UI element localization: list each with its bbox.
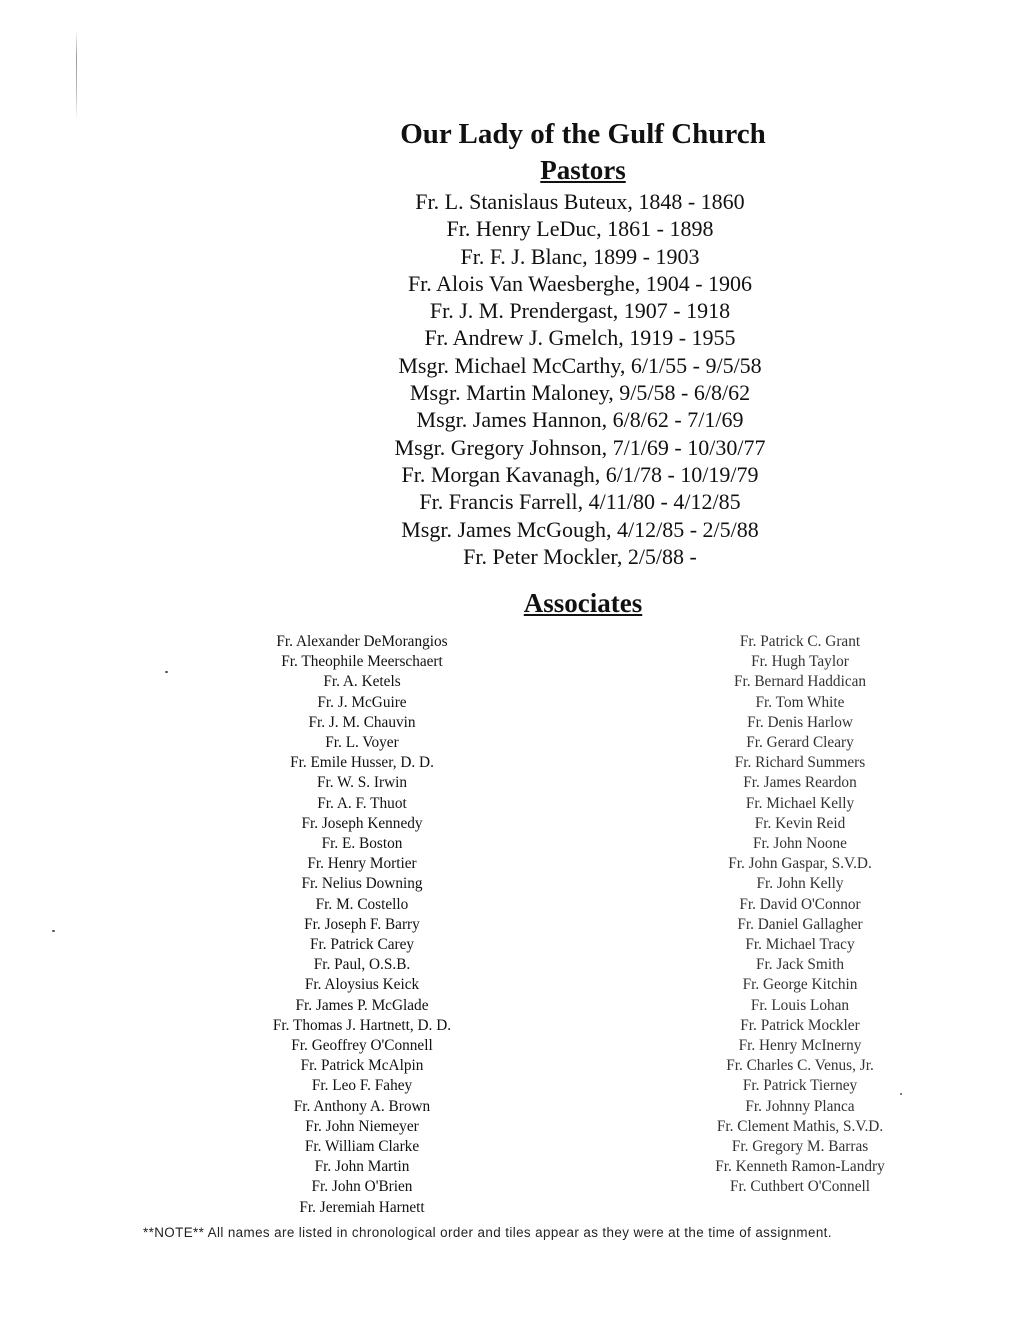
associate-entry: Fr. A. F. Thuot: [317, 794, 407, 812]
associate-entry: Fr. Johnny Planca: [745, 1097, 855, 1115]
associate-entry: Fr. John Martin: [314, 1158, 410, 1176]
associate-entry: Fr. James Reardon: [743, 774, 857, 792]
associate-entry: Fr. John O'Brien: [311, 1178, 413, 1196]
associate-entry: Fr. Patrick Tierney: [742, 1077, 858, 1095]
pastor-entry: Fr. Henry LeDuc, 1861 - 1898: [446, 216, 714, 242]
pastor-entry: Fr. Peter Mockler, 2/5/88 -: [463, 543, 697, 569]
associate-entry: Fr. Patrick McAlpin: [300, 1057, 424, 1075]
associate-entry: Fr. Patrick Carey: [309, 936, 415, 954]
associate-entry: Fr. William Clarke: [304, 1138, 420, 1156]
associate-entry: Fr. Joseph Kennedy: [301, 814, 423, 832]
pastor-entry: Fr. Morgan Kavanagh, 6/1/78 - 10/19/79: [401, 461, 759, 487]
pastor-entry: Msgr. Gregory Johnson, 7/1/69 - 10/30/77: [394, 434, 766, 460]
associate-entry: Fr. Theophile Meerschaert: [281, 653, 443, 671]
pastors-list: [330, 188, 830, 570]
associate-entry: Fr. Jack Smith: [756, 956, 844, 974]
associate-entry: Fr. John Kelly: [756, 875, 844, 893]
associates-heading: Associates: [523, 588, 643, 618]
associates-left-column: [232, 632, 492, 1218]
scan-speck: [165, 671, 168, 673]
associate-entry: Fr. John Noone: [753, 835, 847, 853]
associate-entry: Fr. Thomas J. Hartnett, D. D.: [272, 1016, 452, 1034]
pastor-entry: Msgr. Michael McCarthy, 6/1/55 - 9/5/58: [398, 352, 762, 378]
associate-entry: Fr. George Kitchin: [742, 976, 858, 994]
pastor-entry: Fr. Francis Farrell, 4/11/80 - 4/12/85: [419, 489, 741, 515]
page-title: Our Lady of the Gulf Church: [400, 118, 766, 150]
associate-entry: Fr. Denis Harlow: [747, 713, 853, 731]
associate-entry: Fr. Daniel Gallagher: [737, 915, 863, 933]
associate-entry: Fr. Cuthbert O'Connell: [729, 1178, 870, 1196]
associate-entry: Fr. Charles C. Venus, Jr.: [726, 1057, 874, 1075]
associate-entry: Fr. Nelius Downing: [301, 875, 423, 893]
associate-entry: Fr. Clement Mathis, S.V.D.: [716, 1117, 884, 1135]
associate-entry: Fr. Gregory M. Barras: [731, 1138, 869, 1156]
associate-entry: Fr. J. McGuire: [317, 693, 407, 711]
scan-artifact-line: [76, 30, 77, 120]
associate-entry: Fr. Michael Tracy: [745, 936, 855, 954]
pastor-entry: Fr. Andrew J. Gmelch, 1919 - 1955: [424, 325, 736, 351]
associate-entry: Fr. James P. McGlade: [295, 996, 429, 1014]
associate-entry: Fr. A. Ketels: [323, 673, 401, 691]
associate-entry: Fr. Richard Summers: [734, 754, 866, 772]
associate-entry: Fr. Kenneth Ramon-Landry: [715, 1158, 885, 1176]
associate-entry: Fr. Bernard Haddican: [733, 673, 867, 691]
associate-entry: Fr. E. Boston: [321, 835, 403, 853]
associates-right-column: [680, 632, 920, 1198]
associate-entry: Fr. J. M. Chauvin: [308, 713, 416, 731]
associate-entry: Fr. W. S. Irwin: [316, 774, 408, 792]
associate-entry: Fr. Jeremiah Harnett: [299, 1198, 425, 1216]
associate-entry: Fr. Kevin Reid: [754, 814, 846, 832]
associate-entry: Fr. Louis Lohan: [750, 996, 850, 1014]
footnote: **NOTE** All names are listed in chronological order and tiles appear as they were at the time of assignment.: [143, 1225, 832, 1240]
associate-entry: Fr. John Niemeyer: [305, 1117, 419, 1135]
associate-entry: Fr. Emile Husser, D. D.: [290, 754, 434, 772]
pastor-entry: Msgr. James McGough, 4/12/85 - 2/5/88: [401, 516, 759, 542]
pastors-heading: Pastors: [540, 155, 626, 185]
associate-entry: Fr. Michael Kelly: [745, 794, 855, 812]
associate-entry: Fr. David O'Connor: [739, 895, 861, 913]
associate-entry: Fr. Joseph F. Barry: [304, 915, 420, 933]
associate-entry: Fr. Paul, O.S.B.: [313, 956, 411, 974]
associate-entry: Fr. Leo F. Fahey: [311, 1077, 413, 1095]
scan-speck: [52, 930, 55, 932]
pastor-entry: Msgr. James Hannon, 6/8/62 - 7/1/69: [416, 407, 744, 433]
associate-entry: Fr. Patrick C. Grant: [739, 633, 861, 650]
associate-entry: Fr. M. Costello: [315, 895, 409, 913]
pastor-entry: Msgr. Martin Maloney, 9/5/58 - 6/8/62: [409, 380, 751, 406]
pastor-entry: Fr. F. J. Blanc, 1899 - 1903: [460, 243, 700, 269]
pastor-entry: Fr. Alois Van Waesberghe, 1904 - 1906: [407, 270, 753, 296]
pastor-entry: Fr. L. Stanislaus Buteux, 1848 - 1860: [415, 189, 745, 214]
associate-entry: Fr. John Gaspar, S.V.D.: [728, 855, 872, 873]
pastor-entry: Fr. J. M. Prendergast, 1907 - 1918: [429, 298, 731, 324]
associate-entry: Fr. Tom White: [755, 693, 845, 711]
associate-entry: Fr. Anthony A. Brown: [293, 1097, 431, 1115]
associate-entry: Fr. Henry Mortier: [307, 855, 417, 873]
associate-entry: Fr. Hugh Taylor: [751, 653, 849, 671]
associate-entry: Fr. Henry McInerny: [738, 1037, 862, 1055]
associate-entry: Fr. Gerard Cleary: [746, 734, 854, 752]
associate-entry: Fr. L. Voyer: [325, 734, 399, 752]
associate-entry: Fr. Geoffrey O'Connell: [291, 1037, 433, 1055]
associate-entry: Fr. Patrick Mockler: [740, 1016, 860, 1034]
associate-entry: Fr. Alexander DeMorangios: [276, 633, 448, 650]
associate-entry: Fr. Aloysius Keick: [304, 976, 420, 994]
